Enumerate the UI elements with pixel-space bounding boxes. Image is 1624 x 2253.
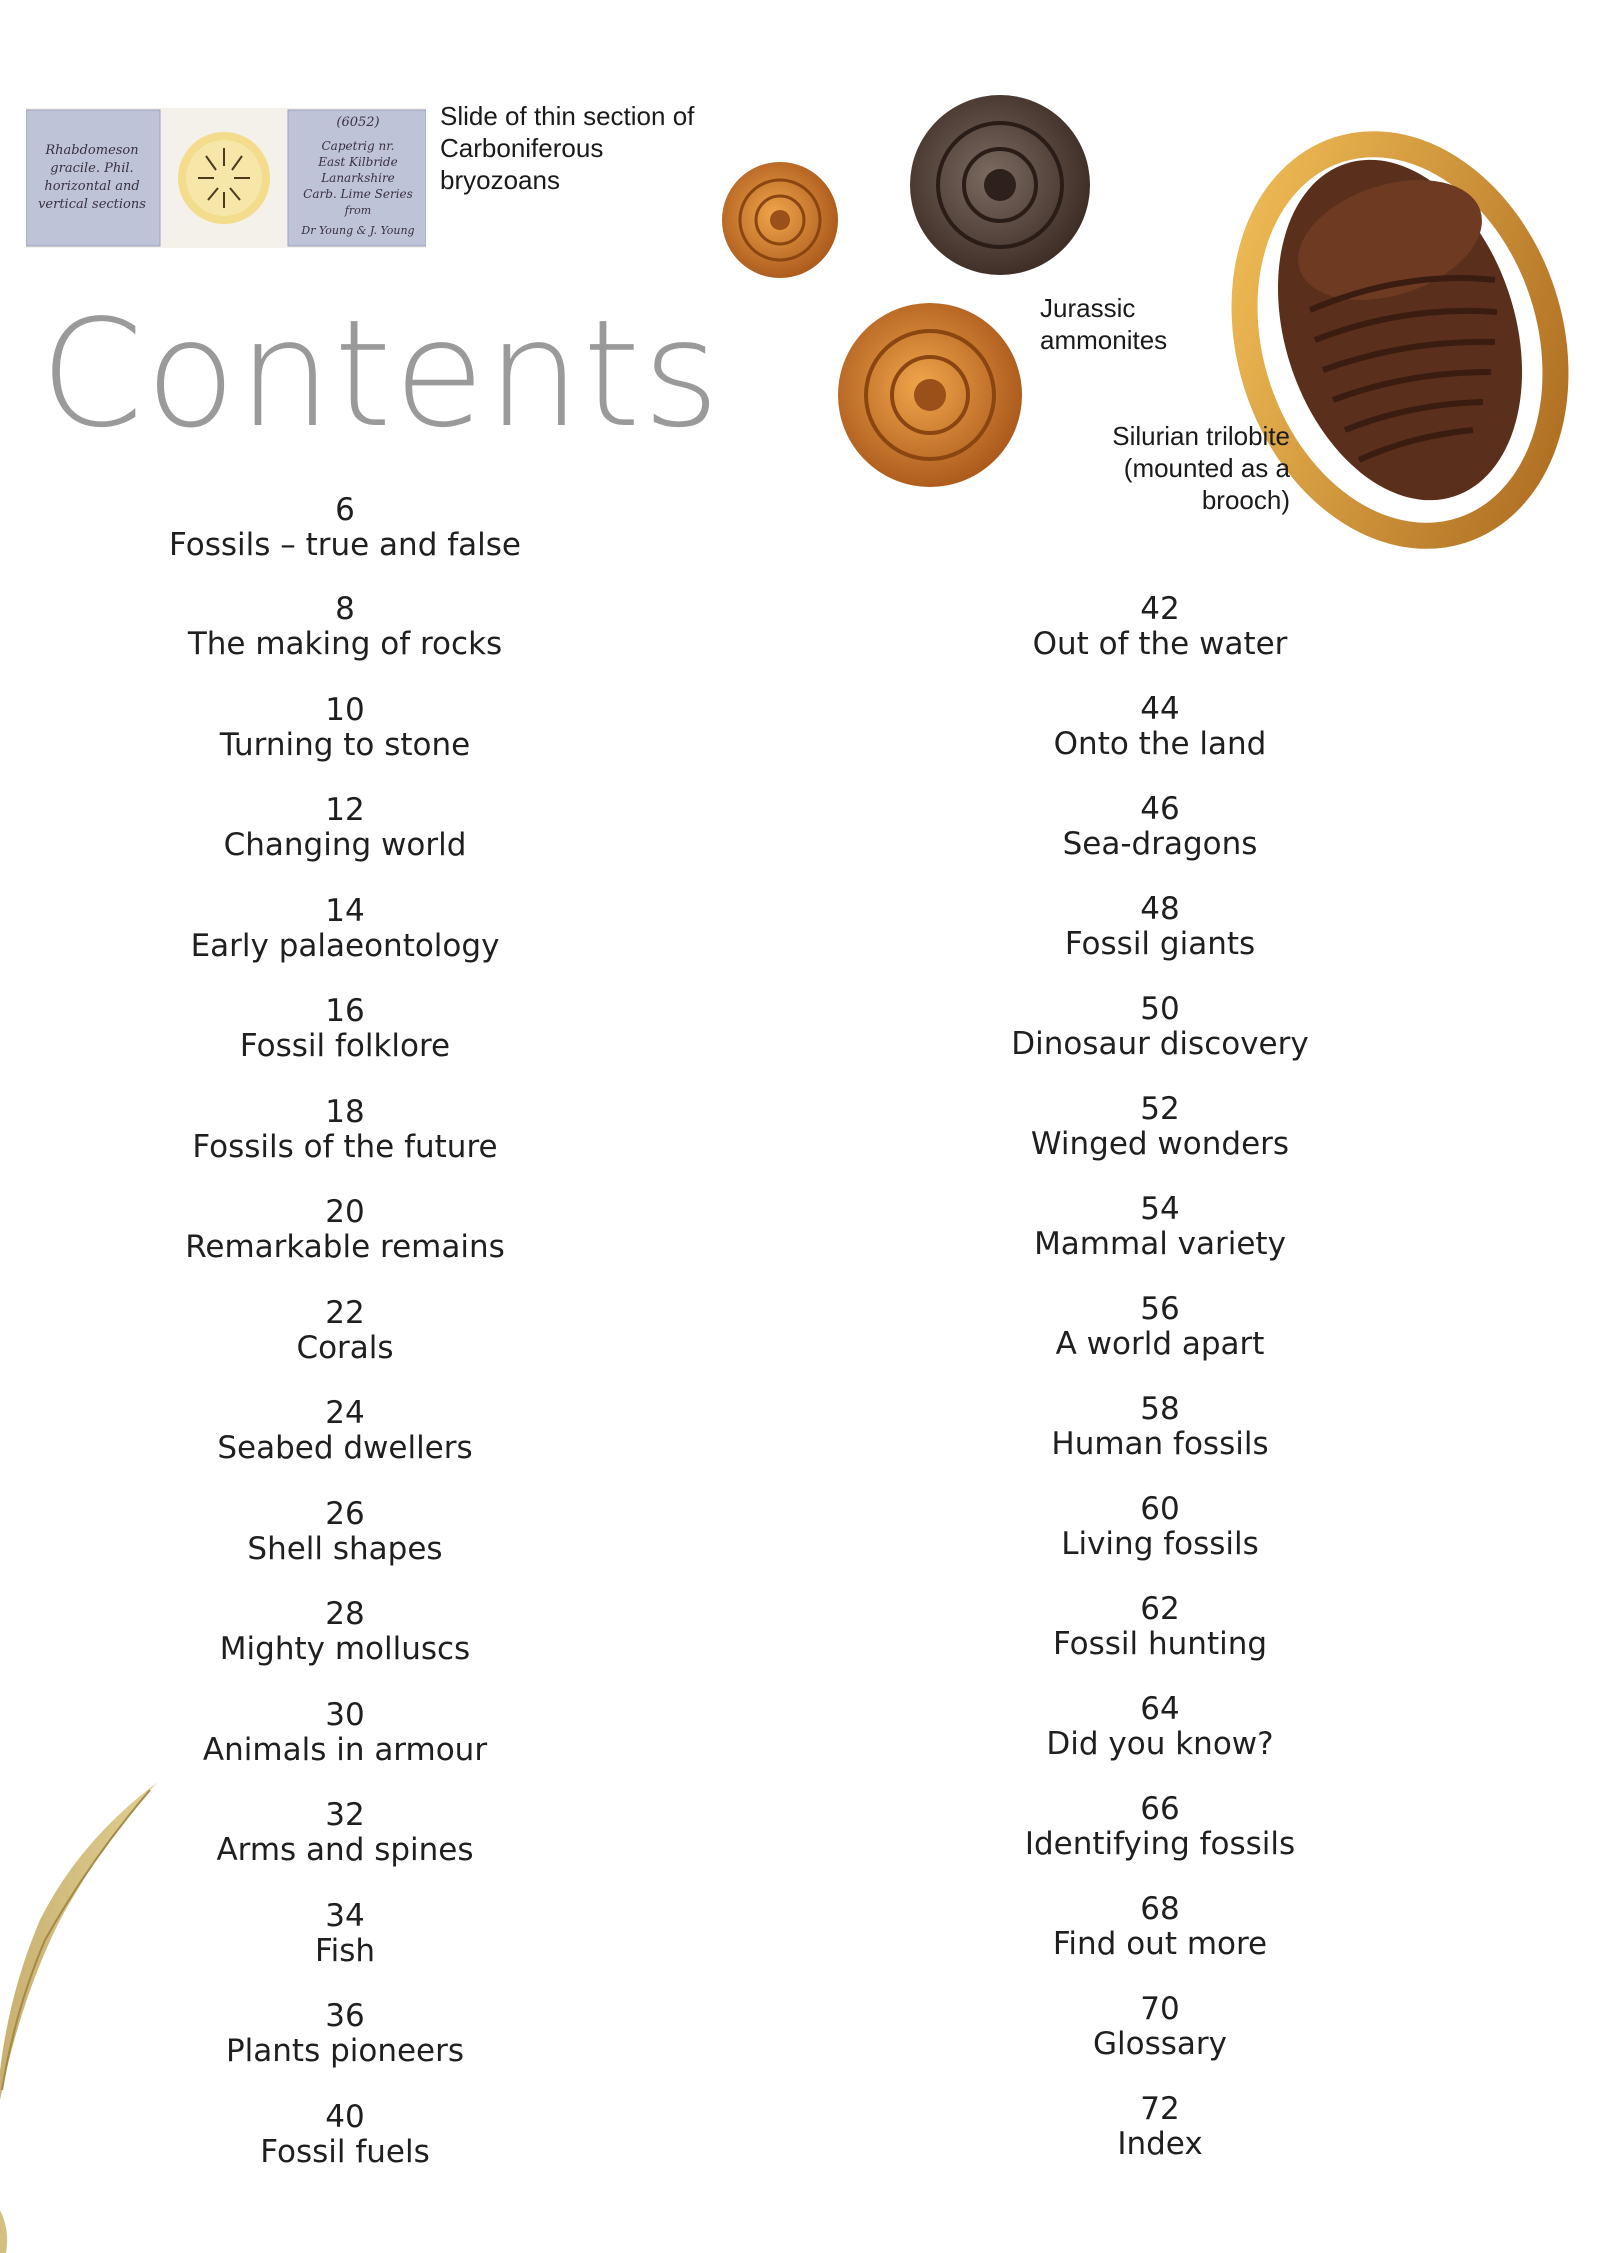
toc-page-number: 42 (1140, 591, 1180, 627)
toc-entry[interactable] (85, 994, 605, 1064)
toc-page-number: 28 (325, 1596, 365, 1632)
toc-title: Did you know? (1046, 1726, 1274, 1762)
slide-caption: Slide of thin section of Carboniferous bryozoans (440, 101, 695, 195)
toc-entry[interactable] (900, 1092, 1420, 1162)
toc-page-number: 30 (325, 1697, 365, 1733)
toc-title: Index (1117, 2126, 1203, 2162)
toc-page-number: 12 (325, 792, 365, 828)
toc-page-number: 58 (1140, 1391, 1180, 1427)
toc-page-number: 70 (1140, 1991, 1180, 2027)
toc-entry[interactable] (85, 1497, 605, 1567)
toc-entry[interactable] (900, 592, 1420, 662)
toc-title: A world apart (1055, 1326, 1265, 1362)
toc-title: Arms and spines (216, 1832, 474, 1868)
toc-page-number: 20 (325, 1194, 365, 1230)
toc-entry[interactable] (900, 792, 1420, 862)
toc-title: Glossary (1093, 2026, 1227, 2062)
toc-page-number: 66 (1140, 1791, 1180, 1827)
toc-page-number: 32 (325, 1797, 365, 1833)
toc-entry[interactable] (900, 2092, 1420, 2162)
toc-entry[interactable] (900, 1192, 1420, 1262)
slide-label-right-line-2: East Kilbride (318, 155, 398, 169)
toc-page-number: 10 (325, 692, 365, 728)
slide-label-left-line-2: gracile. Phil. (50, 161, 134, 176)
toc-title: Out of the water (1032, 626, 1288, 662)
toc-title: Human fossils (1051, 1426, 1269, 1462)
slide-label-number: (6052) (336, 115, 380, 130)
toc-page-number: 68 (1140, 1891, 1180, 1927)
toc-entry[interactable] (900, 1592, 1420, 1662)
toc-entry[interactable] (85, 1296, 605, 1366)
toc-entry[interactable] (900, 1892, 1420, 1962)
toc-title: Changing world (223, 827, 467, 863)
toc-entry[interactable] (900, 992, 1420, 1062)
toc-page-number: 62 (1140, 1591, 1180, 1627)
toc-page-number: 48 (1140, 891, 1180, 927)
toc-title: Fossils – true and false (169, 527, 521, 563)
bryozoan-slide-image (26, 108, 426, 248)
toc-page-number: 8 (335, 591, 355, 627)
slide-label-right-line-6: Dr Young & J. Young (301, 224, 415, 237)
toc-page-number: 24 (325, 1395, 365, 1431)
slide-label-right-line-4: Carb. Lime Series (303, 187, 413, 201)
toc-title: Find out more (1052, 1926, 1268, 1962)
toc-page-number: 36 (325, 1998, 365, 2034)
toc-page-number: 72 (1140, 2091, 1180, 2127)
toc-title: Living fossils (1061, 1526, 1259, 1562)
toc-title: Winged wonders (1030, 1126, 1290, 1162)
toc-entry[interactable] (900, 892, 1420, 962)
toc-page-number: 14 (325, 893, 365, 929)
toc-entry[interactable] (85, 592, 605, 662)
toc-entry[interactable] (85, 793, 605, 863)
toc-page-number: 60 (1140, 1491, 1180, 1527)
toc-entry[interactable] (900, 1492, 1420, 1562)
slide-label-left-line-1: Rhabdomeson (45, 143, 139, 158)
toc-entry[interactable] (85, 1597, 605, 1667)
toc-page-number: 34 (325, 1898, 365, 1934)
toc-entry[interactable] (900, 1792, 1420, 1862)
toc-title: Animals in armour (202, 1732, 488, 1768)
toc-title: Onto the land (1053, 726, 1267, 762)
toc-entry[interactable] (85, 693, 605, 763)
toc-entry[interactable] (85, 1195, 605, 1265)
toc-title: Dinosaur discovery (1011, 1026, 1309, 1062)
toc-title: Seabed dwellers (217, 1430, 473, 1466)
toc-title: Fossil giants (1064, 926, 1256, 962)
toc-page-number: 6 (335, 492, 355, 528)
toc-entry[interactable] (900, 1392, 1420, 1462)
slide-label-left-line-4: vertical sections (38, 197, 146, 212)
toc-title: Shell shapes (247, 1531, 443, 1567)
toc-title: Fossil hunting (1052, 1626, 1268, 1662)
toc-page-number: 50 (1140, 991, 1180, 1027)
toc-page-number: 52 (1140, 1091, 1180, 1127)
fossil-leaf-image (0, 1770, 170, 2253)
slide-label-right-line-5: from (344, 204, 372, 217)
toc-title: Fossil folklore (239, 1028, 451, 1064)
ammonites-caption: Jurassic ammonites (1040, 293, 1168, 355)
toc-entry[interactable] (85, 894, 605, 964)
toc-title: Plants pioneers (225, 2033, 465, 2069)
toc-page-number: 56 (1140, 1291, 1180, 1327)
toc-page-number: 44 (1140, 691, 1180, 727)
trilobite-caption: Silurian trilobite (mounted as a brooch) (1112, 421, 1290, 515)
toc-title: Identifying fossils (1024, 1826, 1296, 1862)
toc-page-number: 26 (325, 1496, 365, 1532)
toc-title: Mighty molluscs (219, 1631, 471, 1667)
toc-title: Turning to stone (219, 727, 471, 763)
toc-title: Fish (315, 1933, 375, 1969)
toc-entry[interactable] (900, 692, 1420, 762)
toc-title: The making of rocks (187, 626, 503, 662)
toc-entry[interactable] (900, 1692, 1420, 1762)
toc-title: Mammal variety (1034, 1226, 1286, 1262)
toc-entry[interactable] (85, 1095, 605, 1165)
toc-entry[interactable] (85, 493, 605, 563)
slide-label-left-line-3: horizontal and (44, 179, 140, 194)
slide-label-right-line-3: Lanarkshire (321, 171, 395, 185)
toc-entry[interactable] (85, 1698, 605, 1768)
page-title: Contents (40, 288, 722, 460)
toc-title: Fossil fuels (260, 2134, 430, 2170)
toc-title: Remarkable remains (185, 1229, 505, 1265)
toc-page-number: 18 (325, 1094, 365, 1130)
toc-page-number: 16 (325, 993, 365, 1029)
toc-page-number: 54 (1140, 1191, 1180, 1227)
toc-page-number: 40 (325, 2099, 365, 2135)
toc-title: Early palaeontology (190, 928, 500, 964)
toc-page-number: 64 (1140, 1691, 1180, 1727)
toc-title: Fossils of the future (192, 1129, 498, 1165)
toc-title: Sea-dragons (1062, 826, 1258, 862)
toc-page-number: 46 (1140, 791, 1180, 827)
toc-title: Corals (296, 1330, 394, 1366)
slide-label-right-line-1: Capetrig nr. (321, 139, 395, 153)
toc-page-number: 22 (325, 1295, 365, 1331)
toc-entry[interactable] (900, 1292, 1420, 1362)
toc-entry[interactable] (900, 1992, 1420, 2062)
toc-entry[interactable] (85, 1396, 605, 1466)
